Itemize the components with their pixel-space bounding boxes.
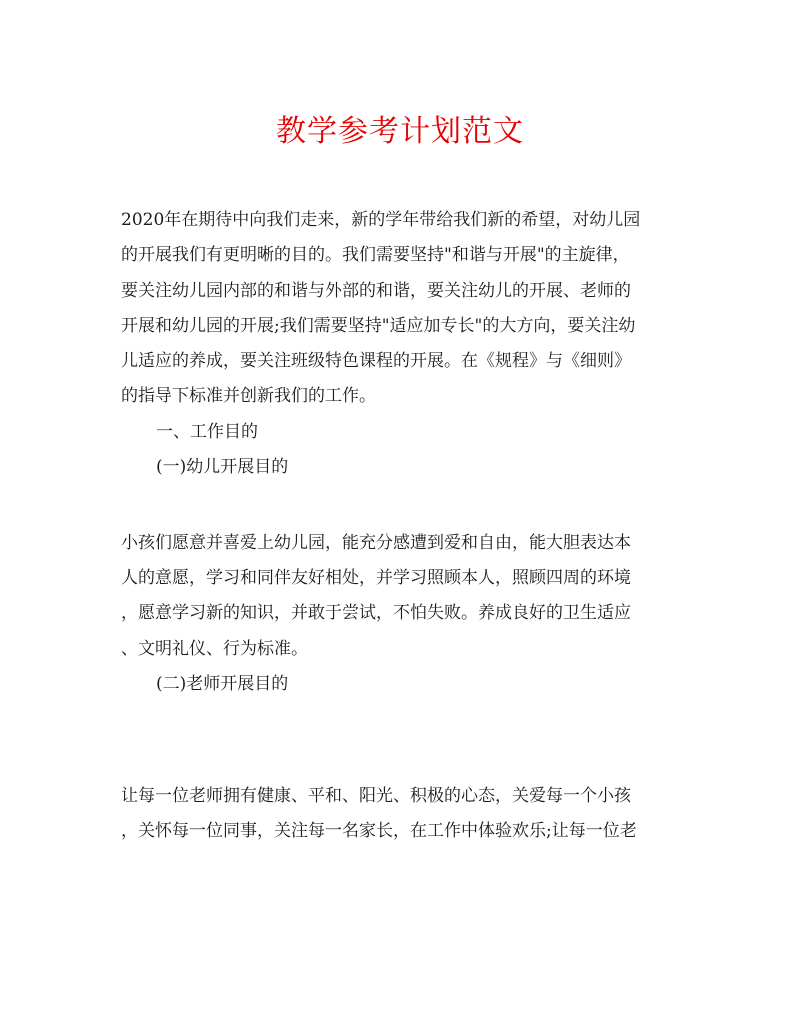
paragraph-line: 开展和幼儿园的开展;我们需要坚持"适应加专长"的大方向，要关注幼 bbox=[121, 316, 636, 336]
paragraph-line: 人的意愿，学习和同伴友好相处，并学习照顾本人，照顾四周的环境 bbox=[121, 568, 631, 588]
paragraph-line: 儿适应的养成，要关注班级特色课程的开展。在《规程》与《细则》 bbox=[121, 351, 631, 371]
paragraph-line: 要关注幼儿园内部的和谐与外部的和谐，要关注幼儿的开展、老师的 bbox=[121, 281, 631, 301]
paragraph-line: 的指导下标准并创新我们的工作。 bbox=[121, 386, 376, 406]
document-title: 教学参考计划范文 bbox=[276, 114, 524, 149]
paragraph-line: 小孩们愿意并喜爱上幼儿园，能充分感遭到爱和自由，能大胆表达本 bbox=[121, 533, 631, 553]
paragraph-line: 2020年在期待中向我们走来，新的学年带给我们新的希望，对幼儿园 bbox=[121, 210, 641, 230]
paragraph-line: ，关怀每一位同事，关注每一名家长，在工作中体验欢乐;让每一位老 bbox=[121, 821, 637, 841]
paragraph-line: 、文明礼仪、行为标准。 bbox=[121, 639, 308, 659]
paragraph-line: ，愿意学习新的知识，并敢于尝试，不怕失败。养成良好的卫生适应 bbox=[121, 603, 631, 623]
subsection-heading: (二)老师开展目的 bbox=[156, 674, 289, 694]
paragraph-line: 的开展我们有更明晰的目的。我们需要坚持"和谐与开展"的主旋律， bbox=[121, 245, 630, 265]
section-heading: 一、工作目的 bbox=[156, 422, 258, 442]
paragraph-line: 让每一位老师拥有健康、平和、阳光、积极的心态，关爱每一个小孩 bbox=[121, 786, 631, 806]
subsection-heading: (一)幼儿开展目的 bbox=[156, 457, 289, 477]
